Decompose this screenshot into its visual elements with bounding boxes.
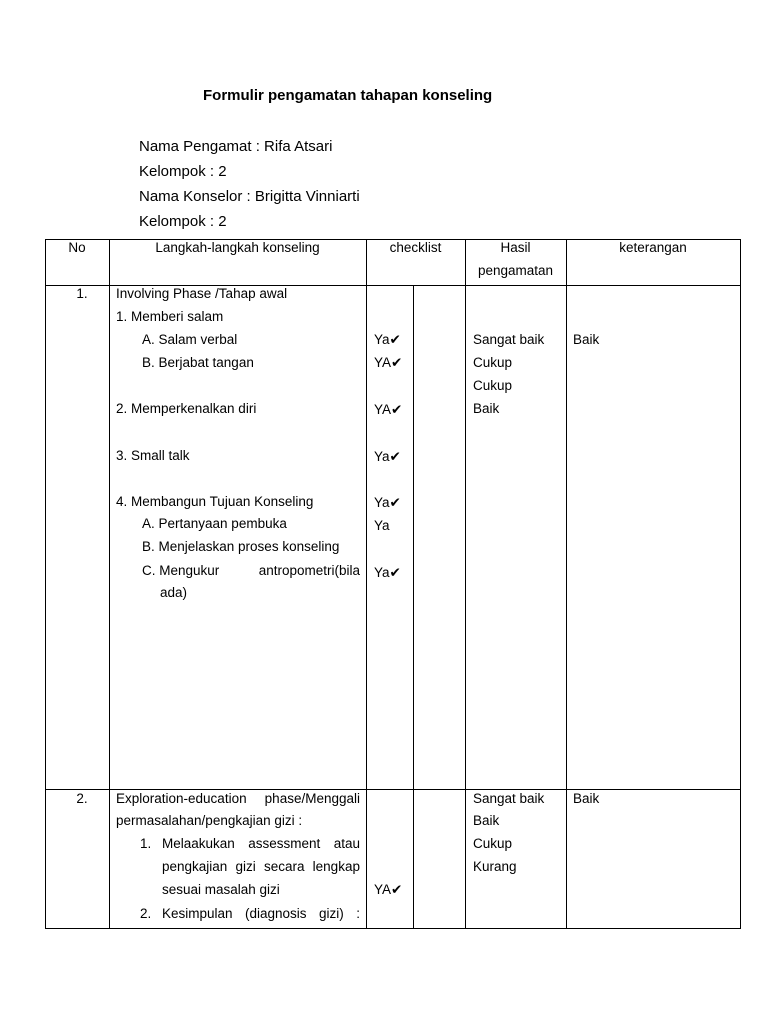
header-result: Hasil xyxy=(500,240,531,255)
row1-result-1: Sangat baik xyxy=(473,332,545,347)
row1-result-3: Cukup xyxy=(473,378,513,393)
row1-step1b: B. Berjabat tangan xyxy=(142,355,254,370)
row2-item1-l1-right: atau xyxy=(333,836,360,851)
row2-item2-mid2: gizi) xyxy=(319,906,344,921)
row2-check: YA✔ xyxy=(374,882,403,897)
row1-step4c xyxy=(142,563,360,579)
row2-item1-l2-left: pengkajian xyxy=(162,859,228,874)
row1-step4b: B. Menjelaskan proses konseling xyxy=(142,539,340,554)
row2-item1-l1-left: Melaakukan xyxy=(162,836,235,851)
row1-check-5: Ya✔ xyxy=(374,495,401,510)
row1-step4c-cont: ada) xyxy=(160,585,188,600)
row2-item1-line3: sesuai masalah gizi xyxy=(162,882,280,897)
row2-item2-left: Kesimpulan xyxy=(162,906,233,921)
row1-check-6: Ya xyxy=(374,518,390,533)
row2-item1-l1-mid: assessment xyxy=(248,836,321,851)
row1-check-4: Ya✔ xyxy=(374,449,401,464)
row2-no: 2. xyxy=(76,791,88,806)
document-title: Formulir pengamatan tahapan konseling xyxy=(203,87,493,104)
row2-note: Baik xyxy=(573,791,600,806)
row1-check-3: YA✔ xyxy=(374,402,403,417)
row2-item1-line1 xyxy=(162,836,360,852)
header-result-cont: pengamatan xyxy=(477,263,554,278)
row2-item1-line2 xyxy=(162,859,360,875)
row2-item2-number: 2. xyxy=(140,906,152,921)
row1-step1a: A. Salam verbal xyxy=(142,332,238,347)
observation-table xyxy=(45,239,741,929)
row2-result-2: Baik xyxy=(473,813,500,828)
row2-item1-l2-mid2: secara xyxy=(263,859,305,874)
row2-item1-l2-right: lengkap xyxy=(312,859,360,874)
counselor-group-number: Kelompok : 2 xyxy=(139,213,227,230)
row1-no: 1. xyxy=(76,286,88,301)
row1-step2: 2. Memperkenalkan diri xyxy=(116,401,257,416)
row2-item1-l2-mid: gizi xyxy=(235,859,256,874)
row2-item1-number: 1. xyxy=(140,836,152,851)
row2-item2-mid: (diagnosis xyxy=(245,906,307,921)
row1-result-2: Cukup xyxy=(473,355,513,370)
header-no: No xyxy=(68,240,86,255)
row2-result-1: Sangat baik xyxy=(473,791,545,806)
row2-phase xyxy=(116,791,360,807)
row2-item2-line1 xyxy=(162,906,360,922)
row1-check-2: YA✔ xyxy=(374,355,403,370)
row1-step4: 4. Membangun Tujuan Konseling xyxy=(116,494,314,509)
row2-phase-right: phase/Menggali xyxy=(264,791,360,806)
row2-phase-cont: permasalahan/pengkajian gizi : xyxy=(116,813,303,828)
row2-phase-left: Exploration-education xyxy=(116,791,247,806)
row1-check-7: Ya✔ xyxy=(374,565,401,580)
row2-result-3: Cukup xyxy=(473,836,513,851)
row1-phase: Involving Phase /Tahap awal xyxy=(116,286,288,301)
header-notes: keterangan xyxy=(619,240,687,255)
row1-step3: 3. Small talk xyxy=(116,448,190,463)
row1-step4a: A. Pertanyaan pembuka xyxy=(142,516,287,531)
group-number: Kelompok : 2 xyxy=(139,163,227,180)
row1-step4c-left: C. Mengukur xyxy=(142,563,220,578)
row2-item2-right: : xyxy=(356,906,360,921)
header-steps: Langkah-langkah konseling xyxy=(155,240,320,255)
row1-check-1: Ya✔ xyxy=(374,332,401,347)
counselor-name: Nama Konselor : Brigitta Vinniarti xyxy=(139,188,360,205)
row1-step4c-right: antropometri(bila xyxy=(258,563,360,578)
row1-note: Baik xyxy=(573,332,600,347)
observer-name: Nama Pengamat : Rifa Atsari xyxy=(139,138,333,155)
row1-result-4: Baik xyxy=(473,401,500,416)
row2-result-4: Kurang xyxy=(473,859,517,874)
header-checklist: checklist xyxy=(389,240,442,255)
row1-step1: 1. Memberi salam xyxy=(116,309,224,324)
